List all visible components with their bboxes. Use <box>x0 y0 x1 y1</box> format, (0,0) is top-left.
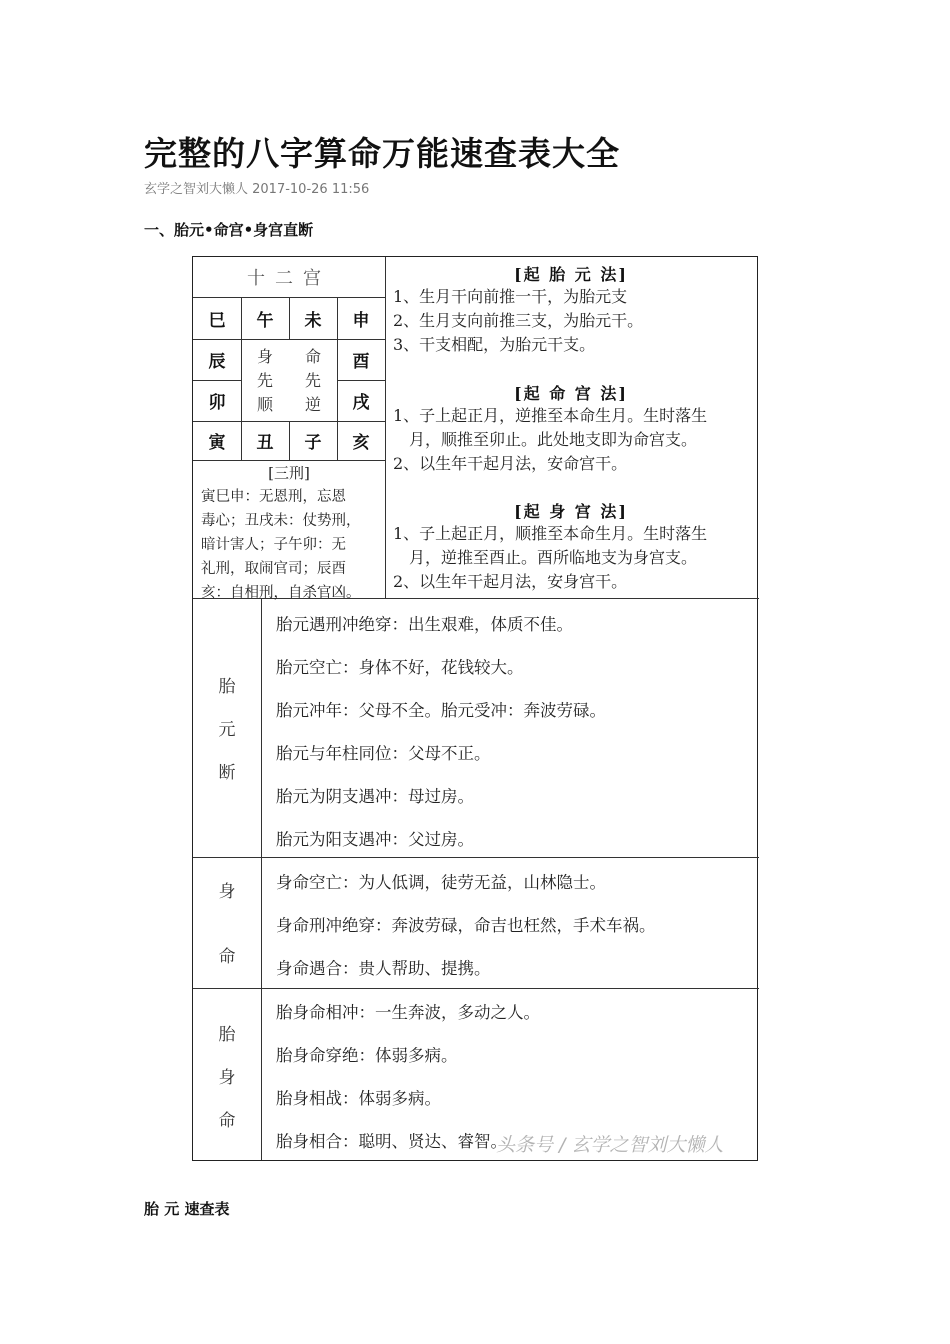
method-line: 1、生月干向前推一干，为胎元支 <box>393 287 628 306</box>
rule-line: 胎元为阴支遇冲：母过房。 <box>276 787 474 806</box>
palace-header: 十二宫 <box>247 268 331 289</box>
branch-cell: 子 <box>304 433 322 453</box>
grid-line <box>193 460 385 461</box>
article-meta: 玄学之智刘大懒人 2017-10-26 11:56 <box>144 182 370 197</box>
method-heading-minggong: [起 命 宫 法] <box>514 384 628 403</box>
rule-line: 胎元为阳支遇冲：父过房。 <box>276 830 474 849</box>
rule-line: 胎身命相冲：一生奔波，多动之人。 <box>276 1003 540 1022</box>
rule-line: 胎元遇刑冲绝穿：出生艰难，体质不佳。 <box>276 615 573 634</box>
rule-line: 身命空亡：为人低调，徒劳无益，山林隐士。 <box>276 873 606 892</box>
branch-cell: 申 <box>352 310 370 331</box>
section-label-shenming: 身 命 <box>218 882 236 967</box>
rule-line: 身命刑冲绝穿：奔波劳碌，命吉也枉然，手术车祸。 <box>276 916 656 935</box>
rule-line: 胎身相战：体弱多病。 <box>276 1089 441 1108</box>
method-line: 2、以生年干起月法，安命宫干。 <box>393 454 628 473</box>
method-line: 3、干支相配，为胎元干支。 <box>393 335 596 354</box>
branch-cell: 未 <box>304 310 322 331</box>
method-line: 1、子上起正月，逆推至本命生月。生时落生 <box>393 406 708 425</box>
branch-cell: 寅 <box>208 433 226 453</box>
watermark: 头条号 / 玄学之智刘大懒人 <box>496 1134 724 1156</box>
rule-line: 胎元冲年：父母不全。胎元受冲：奔波劳碌。 <box>276 701 606 720</box>
method-line: 2、以生年干起月法，安身宫干。 <box>393 572 628 591</box>
method-heading-taiyuan: [起 胎 元 法] <box>514 265 628 284</box>
section-heading-2: 胎 元 速查表 <box>144 1200 230 1218</box>
bazi-table <box>192 256 758 1161</box>
section-label-taishenming: 胎 身 命 <box>218 1025 236 1131</box>
center-note-right: 命 先 逆 <box>305 347 322 414</box>
section-heading-1: 一、胎元•命宫•身宫直断 <box>144 221 314 239</box>
branch-cell: 亥 <box>352 433 370 453</box>
rule-line: 身命遇合：贵人帮助、提携。 <box>276 959 491 978</box>
branch-cell: 戌 <box>352 393 370 413</box>
sanxing-header: [三刑] <box>268 464 310 482</box>
article-title: 完整的八字算命万能速查表大全 <box>144 134 620 173</box>
branch-cell: 酉 <box>352 352 370 372</box>
grid-line <box>193 857 759 858</box>
method-line: 1、子上起正月，顺推至本命生月。生时落生 <box>393 524 708 543</box>
method-heading-shengong: [起 身 宫 法] <box>514 502 628 521</box>
rule-line: 胎身相合：聪明、贤达、睿智。 <box>276 1132 507 1151</box>
grid-line <box>193 988 759 989</box>
section-label-taiyuan: 胎 元 断 <box>218 677 236 783</box>
branch-cell: 巳 <box>208 310 226 331</box>
rule-line: 胎元空亡：身体不好，花钱较大。 <box>276 658 524 677</box>
center-note-left: 身 先 顺 <box>257 347 274 414</box>
grid-line <box>385 257 386 598</box>
branch-cell: 丑 <box>256 433 274 453</box>
rule-line: 胎元与年柱同位：父母不正。 <box>276 744 491 763</box>
method-line: 月，顺推至卯止。此处地支即为命宫支。 <box>393 430 698 449</box>
sanxing-text: 寅巳申：无恩刑，忘恩 毒心；丑戌未：仗势刑， 暗计害人；子午卯：无 礼刑，取闹官司；辰酉 亥：自相刑，自杀官凶。 <box>201 489 361 601</box>
branch-cell: 辰 <box>208 352 226 372</box>
grid-line <box>261 598 262 1160</box>
branch-cell: 卯 <box>208 393 226 413</box>
branch-cell: 午 <box>256 310 274 331</box>
method-line: 月，逆推至酉止。酉所临地支为身宫支。 <box>393 548 698 567</box>
rule-line: 胎身命穿绝：体弱多病。 <box>276 1046 458 1065</box>
method-line: 2、生月支向前推三支，为胎元干。 <box>393 311 644 330</box>
